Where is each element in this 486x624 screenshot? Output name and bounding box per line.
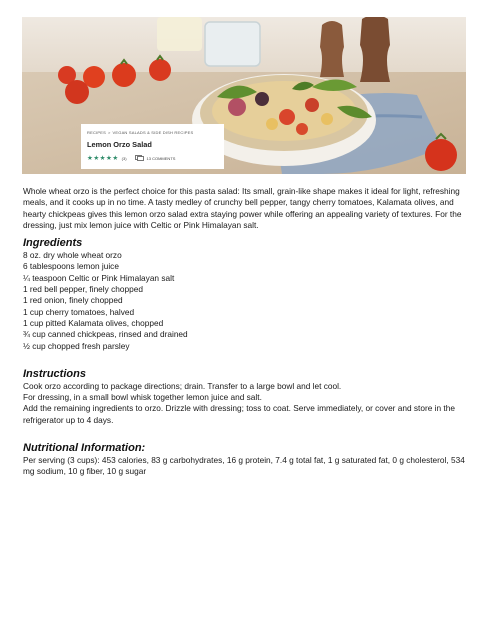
comment-icon [135,155,144,162]
ingredient-item: 1 red onion, finely chopped [23,295,123,306]
ingredient-item: 1 red bell pepper, finely chopped [23,284,143,295]
rating-count: (3) [121,156,127,161]
instructions-heading: Instructions [23,367,86,380]
ingredient-item: ¼ teaspoon Celtic or Pink Himalayan salt [23,272,175,283]
star-icon: ★ [105,154,112,162]
comments-link[interactable]: 13 COMMENTS [146,156,176,161]
instruction-step: Cook orzo according to package directions; drain. Transfer to a large bowl and let cool. [23,380,342,391]
breadcrumb-link-category[interactable]: VEGAN SALADS & SIDE DISH RECIPES [112,130,194,135]
ingredient-item: 6 tablespoons lemon juice [23,261,119,272]
star-icon: ★ [87,154,93,162]
nutrition-heading: Nutritional Information: [23,442,146,455]
ingredient-item: 8 oz. dry whole wheat orzo [23,250,122,261]
rating-stars[interactable] [87,156,119,162]
ingredient-item: 1 cup cherry tomatoes, halved [23,306,135,317]
ingredients-list [23,250,471,352]
breadcrumb [87,130,224,135]
recipe-meta [87,155,224,162]
instructions-list [23,381,471,426]
nutrition-text: Per serving (3 cups): 453 calories, 83 g carbohydrates, 16 g protein, 7.4 g total fat, 1 g saturated fat, 0 g cholesterol, 534 mg sodium, 10 g fiber, 10 g sugar [23,455,465,477]
breadcrumb-separator: > [107,130,111,135]
ingredient-item: ½ cup chopped fresh parsley [23,340,130,351]
breadcrumb-link-recipes[interactable]: RECIPES [87,130,106,135]
recipe-title: Lemon Orzo Salad [87,140,152,149]
recipe-card [81,124,224,169]
ingredient-item: 1 cup pitted Kalamata olives, chopped [23,317,164,328]
recipe-body [23,186,471,478]
star-icon: ★ [93,154,100,162]
star-icon: ★ [112,154,119,162]
ingredient-item: ¾ cup canned chickpeas, rinsed and drained [23,329,188,340]
instruction-step: For dressing, in a small bowl whisk together lemon juice and salt. [23,392,262,403]
ingredients-heading: Ingredients [23,237,83,250]
intro-paragraph: Whole wheat orzo is the perfect choice for this pasta salad: Its small, grain-like shape makes it ideal for light, refreshing meals, and it cooks up in no time. A tasty medley of crunchy bell pepper, tangy cherry tomatoes, Kalamata olives, and hearty chickpeas gives this lemon orzo salad extra staying power while offering an appealing variety of textures. For the dressing, just mix lemon juice with Celtic or Pink Himalayan salt. [23,186,462,230]
instruction-step: Add the remaining ingredients to orzo. Drizzle with dressing; toss to coat. Serve immediately, or cover and store in the refrigerator up to 4 days. [23,403,455,425]
star-icon: ★ [99,154,106,162]
